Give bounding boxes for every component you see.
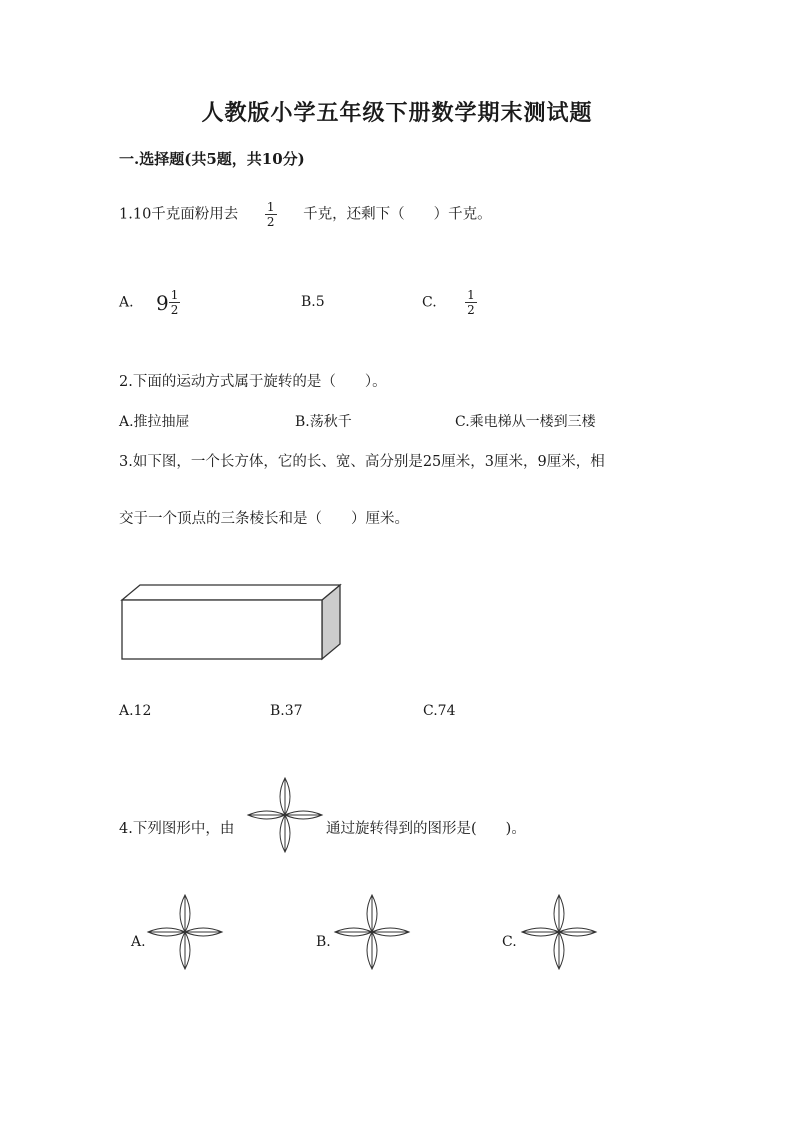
cuboid-figure [119, 583, 344, 663]
question-4-text-before: 4.下列图形中，由 [119, 821, 235, 837]
question-3-line-1: 3.如下图，一个长方体，它的长、宽、高分别是25厘米，3厘米，9厘米，相 [119, 454, 605, 470]
question-1-fraction [265, 200, 277, 229]
four-petal-flower-icon[interactable] [334, 894, 410, 970]
question-1 [119, 200, 492, 229]
q1-option-c[interactable] [422, 288, 477, 317]
cuboid-top-face [122, 585, 340, 600]
mixed-number-whole: 9 [156, 290, 169, 315]
q2-option-a[interactable]: A.推拉抽屉 [119, 414, 190, 430]
cuboid-front-face [122, 600, 322, 659]
option-c-fraction [465, 288, 477, 317]
fraction-denominator: 2 [266, 215, 275, 229]
fraction-numerator: 1 [266, 200, 275, 214]
page-title: 人教版小学五年级下册数学期末测试题 [201, 100, 593, 126]
q4-option-c-label[interactable]: C. [502, 934, 517, 950]
fraction-denominator: 2 [170, 303, 179, 317]
option-label: A. [119, 294, 134, 311]
question-1-text-after: 千克，还剩下（ ）千克。 [303, 206, 492, 223]
q2-option-c[interactable]: C.乘电梯从一楼到三楼 [455, 414, 596, 430]
four-petal-flower-icon[interactable] [521, 894, 597, 970]
question-4-text-after: 通过旋转得到的图形是( )。 [326, 821, 526, 837]
fraction-numerator: 1 [170, 288, 179, 302]
question-3-line-2: 交于一个顶点的三条棱长和是（ ）厘米。 [119, 511, 409, 527]
question-1-prefix: 1. [119, 206, 133, 223]
section-heading: 一.选择题(共5题，共10分) [119, 150, 305, 168]
four-petal-flower-icon [247, 777, 323, 853]
q3-option-b[interactable]: B.37 [270, 703, 303, 719]
q2-option-b[interactable]: B.荡秋千 [295, 414, 352, 430]
fraction-denominator: 2 [467, 303, 475, 317]
q3-option-a[interactable]: A.12 [119, 703, 152, 719]
q1-option-a[interactable] [119, 288, 180, 317]
four-petal-flower-icon[interactable] [147, 894, 223, 970]
q1-option-b[interactable]: B.5 [301, 294, 325, 310]
option-label: C. [422, 294, 437, 311]
fraction-numerator: 1 [467, 288, 475, 302]
mixed-number-fraction [169, 288, 181, 317]
q4-option-a-label[interactable]: A. [131, 934, 146, 950]
question-2: 2.下面的运动方式属于旋转的是（ ）。 [119, 374, 387, 390]
question-1-text-before: 10千克面粉用去 [132, 206, 239, 223]
q3-option-c[interactable]: C.74 [423, 703, 456, 719]
q4-option-b-label[interactable]: B. [316, 934, 331, 950]
